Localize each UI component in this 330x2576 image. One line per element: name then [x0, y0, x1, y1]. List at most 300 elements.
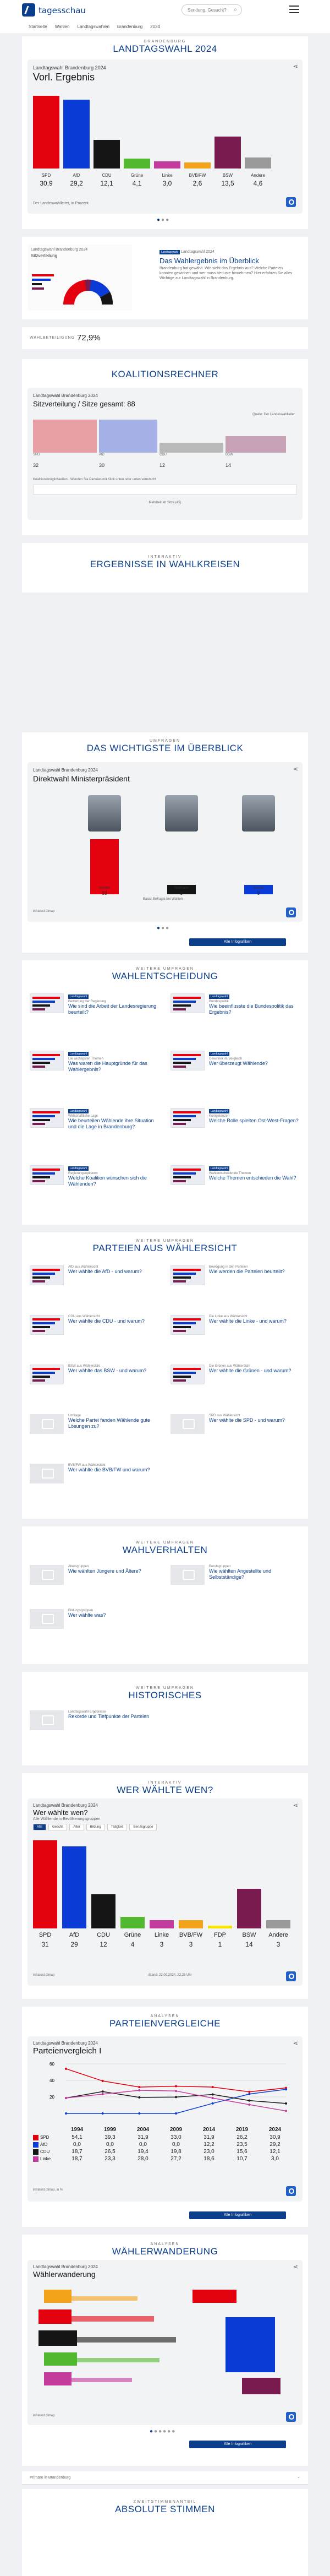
card-title[interactable]: Wer wählte die SPD - und warum? [209, 1417, 285, 1423]
who-value: 31 [41, 1941, 49, 1948]
table-cell: 39,3 [105, 2134, 116, 2140]
who-party-label: AfD [69, 1932, 80, 1938]
seat-count: 12 [160, 463, 166, 468]
who-date: Stand: 22.09.2024, 22:25 Uhr [148, 1974, 192, 1977]
absolute-title: ABSOLUTE STIMMEN [115, 2504, 215, 2514]
data-point[interactable] [285, 2088, 287, 2090]
table-cell: 27,2 [170, 2156, 182, 2162]
compare-kicker: ANALYSEN [150, 2014, 180, 2018]
story-card[interactable] [209, 1265, 302, 1275]
data-point[interactable] [212, 2086, 214, 2088]
seat-donut [28, 258, 132, 313]
seat-block-labels [33, 453, 292, 456]
who-bar[interactable] [62, 1846, 86, 1928]
image-placeholder-icon[interactable] [30, 1710, 64, 1730]
result-value: 13,5 [221, 180, 234, 187]
thumb-title: Landtagswahl Brandenburg 2024 [31, 248, 88, 252]
card-tag: Landtagswahl [68, 1109, 89, 1113]
coalition-source: Quelle: Der Landeswahlleiter [252, 413, 295, 416]
who-bar[interactable] [150, 1920, 174, 1928]
overview-text: Brandenburg hat gewählt. Wie sieht das Ergebnis aus? Welche Parteien konnten gewinnen und wer muss Verluste hinnehmen? Hier erfahren Sie alles Wichtige zur Landtagswahl in Brandenburg. [160, 267, 293, 280]
card-title[interactable]: Wie wählten Angestellte und Selbstständige? [209, 1568, 272, 1580]
turnout-label: WAHLBETEILIGUNG [30, 336, 75, 340]
table-cell: 10,7 [237, 2156, 248, 2162]
seat-block-spd[interactable] [33, 420, 97, 453]
table-cell: 18,6 [204, 2156, 215, 2162]
result-kicker: BRANDENBURG [144, 40, 186, 44]
data-point[interactable] [138, 2096, 140, 2099]
coalition-panel [28, 388, 302, 520]
absolute-section [22, 2489, 308, 2576]
card-title[interactable]: Wer wählte die Grünen - und warum? [209, 1368, 292, 1373]
compare-panel [28, 2036, 302, 2202]
seat-block-afd[interactable] [99, 420, 157, 453]
story-card[interactable] [68, 1051, 162, 1073]
series-line-afd[interactable] [66, 2089, 286, 2113]
result-value: 29,2 [70, 180, 83, 187]
card-kicker: Altersgruppen [68, 1565, 89, 1568]
story-card[interactable] [68, 1414, 162, 1430]
image-placeholder-icon[interactable] [170, 1565, 205, 1585]
result-bar[interactable] [245, 157, 271, 169]
story-card[interactable] [68, 993, 162, 1015]
who-bar[interactable] [179, 1920, 203, 1928]
data-point[interactable] [212, 2094, 214, 2096]
table-cell: 28,0 [138, 2156, 148, 2162]
footer-nav-label: Primäre in Brandenburg [30, 2476, 71, 2480]
who-value: 12 [100, 1941, 107, 1948]
result-title: LANDTAGSWAHL 2024 [113, 44, 217, 54]
card-title[interactable]: Wer wählte das BSW - und warum? [68, 1368, 147, 1373]
data-point[interactable] [65, 2097, 67, 2099]
image-placeholder-icon[interactable] [30, 1414, 64, 1434]
seat-count: 32 [33, 463, 39, 468]
overview-title[interactable]: Das Wahlergebnis im Überblick [160, 257, 259, 265]
party-swatch [33, 2135, 38, 2140]
story-card[interactable] [68, 1165, 162, 1187]
more-infographics-button[interactable]: Alle Infografiken [189, 2211, 286, 2219]
card-kicker: Die Grünen aus Wählersicht [209, 1365, 251, 1368]
party-name-label: CDU [40, 2149, 50, 2154]
seat-count: 14 [226, 463, 232, 468]
table-cell: 18,7 [72, 2149, 82, 2155]
who-party-label: BVB/FW [179, 1932, 203, 1938]
table-cell: 0,0 [172, 2142, 180, 2148]
y-tick-label: 20 [50, 2095, 54, 2100]
card-kicker: Die Linke aus Wählersicht [209, 1315, 248, 1318]
table-cell: 0,0 [73, 2142, 81, 2148]
key-kicker: UMFRAGEN [149, 739, 181, 743]
zoom-icon[interactable] [286, 1971, 296, 1981]
card-title[interactable]: Welche Koalition wünschen sich die Wählenden? [68, 1175, 147, 1187]
candidate-name: Woidke [99, 887, 110, 890]
card-thumbnail[interactable] [30, 1108, 64, 1128]
card-kicker: BVB/FW aus Wählersicht [68, 1464, 106, 1467]
card-thumbnail[interactable] [30, 1315, 64, 1335]
data-point[interactable] [175, 2096, 177, 2098]
data-point[interactable] [248, 2093, 250, 2095]
table-cell: 23,3 [105, 2156, 116, 2162]
card-thumbnail[interactable] [30, 1365, 64, 1384]
candidate-name: Redmann [174, 887, 189, 890]
card-kicker: SPD aus Wählersicht [209, 1414, 240, 1417]
result-bar[interactable] [154, 161, 180, 169]
panel-big-title: Sitzverteilung / Sitze gesamt: 88 [33, 400, 135, 408]
table-cell: 19,8 [170, 2149, 182, 2155]
panel-big-title: Parteienvergleich I [33, 2046, 102, 2056]
tab-alle[interactable]: Alle [33, 1824, 46, 1830]
result-bar[interactable] [94, 140, 120, 169]
data-point[interactable] [102, 2112, 104, 2115]
footer-nav[interactable] [22, 2471, 308, 2485]
card-thumbnail[interactable] [30, 1165, 64, 1185]
year-header: 2019 [235, 2127, 249, 2133]
card-kicker: Kompetenzen [209, 1115, 230, 1118]
zoom-icon[interactable] [286, 2412, 296, 2422]
image-placeholder-icon[interactable] [30, 1609, 64, 1629]
seat-count: 30 [99, 463, 105, 468]
table-cell: 31,9 [204, 2134, 215, 2140]
key-title: DAS WICHTIGSTE IM ÜBERBLICK [86, 743, 244, 753]
data-point[interactable] [175, 2112, 177, 2115]
card-thumbnail[interactable] [30, 1051, 64, 1070]
key-source: infratest dimap [33, 910, 55, 913]
share-icon[interactable]: ⋖ [293, 2264, 298, 2270]
who-kicker: INTERAKTIV [148, 1781, 182, 1785]
story-card[interactable] [209, 1315, 302, 1324]
result-bars [33, 86, 275, 196]
card-title[interactable]: Welche Rolle spielten Ost-West-Fragen? [209, 1118, 299, 1123]
candidate-photo [88, 795, 121, 832]
migration-panel [28, 2260, 302, 2425]
history-section [22, 1672, 308, 1765]
party-name-label: Linke [40, 2156, 51, 2161]
party-name [33, 2156, 61, 2162]
result-value: 2,6 [193, 180, 202, 187]
party-label: Grüne [130, 173, 144, 178]
story-card[interactable] [68, 1108, 162, 1130]
compare-footer: infratest dimap, in % [33, 2188, 63, 2192]
story-card[interactable] [209, 993, 302, 1015]
card-tag: Landtagswahl [209, 994, 229, 999]
share-icon[interactable]: ⋖ [293, 1802, 298, 1809]
data-point[interactable] [212, 2097, 214, 2099]
who-party-label: Andere [268, 1932, 288, 1938]
table-cell: 12,1 [270, 2149, 280, 2155]
card-thumbnail[interactable] [170, 1365, 205, 1384]
party-label: Andere [251, 173, 265, 178]
zoom-icon[interactable] [286, 907, 296, 917]
seat-party-label: SPD [33, 453, 40, 456]
data-point[interactable] [102, 2080, 104, 2082]
table-cell: 18,7 [72, 2156, 82, 2162]
tab-tätigkeit[interactable]: Tätigkeit [107, 1824, 128, 1830]
card-title[interactable]: Wer wählte die CDU - und warum? [68, 1318, 145, 1324]
tab-bildung[interactable]: Bildung [86, 1824, 105, 1830]
who-party-label: FDP [214, 1932, 226, 1938]
coalition-hint: Koalitionsmöglichkeiten - Wenden Sie Parteien mit Klick unten oder unten verrutscht [33, 478, 156, 481]
who-party-label: Linke [154, 1932, 169, 1938]
tab-alter[interactable]: Alter [69, 1824, 84, 1830]
majority-note: Mehrheit ab Sitze (45) [148, 501, 182, 504]
overview-card[interactable] [160, 249, 297, 281]
panel-title: Landtagswahl Brandenburg 2024 [33, 1803, 98, 1808]
migration-flow-chart [28, 2284, 302, 2411]
chevron-down-icon[interactable]: ⌄ [297, 2475, 300, 2479]
behaviour-title: WAHLVERHALTEN [122, 1545, 208, 1555]
story-card[interactable] [68, 1315, 162, 1324]
candidate-value: 53 [102, 891, 107, 896]
regions-title[interactable]: ERGEBNISSE IN WAHLKREISEN [90, 559, 240, 569]
table-cell: 31,9 [138, 2134, 148, 2140]
data-point[interactable] [102, 2093, 104, 2095]
seat-block-bsw[interactable] [226, 436, 286, 453]
image-placeholder-icon[interactable] [30, 1565, 64, 1585]
story-card[interactable] [209, 1108, 302, 1124]
data-point[interactable] [175, 2090, 177, 2092]
table-cell: 15,6 [237, 2149, 248, 2155]
compare-line-chart [28, 2058, 302, 2124]
card-title[interactable]: Wie sind die Arbeit der Landesregierung beurteilt? [68, 1003, 157, 1015]
card-kicker: Gewinner im Vergleich [209, 1057, 243, 1061]
who-value: 3 [276, 1941, 280, 1948]
brand-name[interactable]: tagesschau [38, 6, 86, 15]
migration-title: WÄHLERWANDERUNG [112, 2246, 218, 2257]
parties-section [22, 1232, 308, 1519]
story-card[interactable] [68, 1464, 162, 1473]
result-bar[interactable] [124, 159, 150, 169]
candidate-bar[interactable] [90, 839, 119, 894]
who-bar[interactable] [266, 1920, 290, 1928]
card-tag: Landtagswahl [68, 1166, 89, 1171]
image-placeholder-icon[interactable] [170, 1414, 205, 1434]
card-thumbnail[interactable] [170, 1165, 205, 1185]
party-swatch [33, 2142, 38, 2148]
zoom-icon[interactable] [286, 197, 296, 207]
result-bar[interactable] [215, 137, 241, 169]
story-card[interactable] [209, 1414, 302, 1423]
card-title[interactable]: Wer wählte die Linke - und warum? [209, 1318, 287, 1324]
image-placeholder-icon[interactable] [30, 1464, 64, 1483]
who-source: infratest dimap [33, 1974, 55, 1977]
parties-kicker: WEITERE UMFRAGEN [136, 1239, 194, 1243]
data-point[interactable] [138, 2089, 140, 2091]
who-party-label: CDU [97, 1932, 110, 1938]
data-point[interactable] [175, 2085, 177, 2088]
key-panel [28, 762, 302, 922]
card-kicker: Regierungsoptionen [68, 1172, 98, 1175]
story-card[interactable] [68, 1565, 162, 1574]
who-value: 3 [160, 1941, 164, 1948]
result-value: 3,0 [162, 180, 172, 187]
year-header: 2014 [202, 2127, 216, 2133]
table-cell: 33,0 [170, 2134, 182, 2140]
zoom-icon[interactable] [286, 2186, 296, 2196]
carousel-dots[interactable]: ●●● [157, 217, 170, 223]
card-title[interactable]: Welche Partei fanden Wählende gute Lösungen zu? [68, 1417, 150, 1429]
who-section [22, 1773, 308, 1999]
data-point[interactable] [102, 2090, 104, 2093]
card-kicker: Wirtschaftliche Lage [68, 1115, 98, 1118]
party-swatch [33, 2156, 38, 2162]
data-point[interactable] [212, 2102, 214, 2105]
breadcrumb-item[interactable]: 2024 [150, 24, 160, 29]
seat-block-cdu[interactable] [160, 443, 223, 453]
data-point[interactable] [248, 2100, 250, 2102]
story-card[interactable] [209, 1051, 302, 1067]
y-tick-label: 60 [50, 2062, 54, 2067]
card-title[interactable]: Was waren die Hauptgründe für das Wahlergebnis? [68, 1061, 147, 1072]
candidate-value: 9 [257, 891, 260, 896]
table-cell: 19,4 [138, 2149, 148, 2155]
carousel-dots[interactable]: ●●●●●● [150, 2428, 177, 2434]
card-tag: Landtagswahl [68, 994, 89, 999]
share-icon[interactable]: ⋖ [293, 63, 298, 70]
story-card[interactable] [68, 1365, 162, 1374]
behaviour-kicker: WEITERE UMFRAGEN [136, 1541, 194, 1545]
tab-geschl.[interactable]: Geschl. [48, 1824, 67, 1830]
card-title[interactable]: Wer wählte was? [68, 1612, 106, 1618]
result-footer: Der Landeswahlleiter, in Prozent [33, 202, 89, 205]
data-point[interactable] [285, 2102, 287, 2105]
card-title[interactable]: Wie wählten Jüngere und Ältere? [68, 1568, 141, 1574]
card-title[interactable]: Welche Themen entschieden die Wahl? [209, 1175, 296, 1181]
breadcrumb-item[interactable]: Brandenburg [117, 24, 143, 29]
who-bar[interactable] [120, 1917, 145, 1928]
card-kicker: Berufsgruppen [209, 1565, 231, 1568]
key-note: Basis: Befragte bei Wahlen [143, 898, 183, 901]
story-card[interactable] [68, 1609, 162, 1618]
who-bar[interactable] [33, 1840, 57, 1928]
party-label: AfD [73, 173, 80, 178]
result-value: 4,1 [132, 180, 142, 187]
card-thumbnail[interactable] [170, 1265, 205, 1285]
breadcrumb-item[interactable]: Landtagswahlen [77, 24, 109, 29]
result-bar[interactable] [33, 96, 59, 169]
data-point[interactable] [138, 2086, 140, 2088]
data-point[interactable] [65, 2112, 67, 2115]
data-point[interactable] [285, 2110, 287, 2112]
who-bar[interactable] [208, 1926, 232, 1928]
seat-party-label: BSW [226, 453, 233, 456]
party-name [33, 2149, 61, 2155]
panel-big-title: Vorl. Ergebnis [33, 72, 95, 83]
card-title[interactable]: Rekorde und Tiefpunkte der Parteien [68, 1714, 150, 1719]
year-header: 2004 [136, 2127, 150, 2133]
tab-berufsgruppe[interactable]: Berufsgruppe [129, 1824, 157, 1830]
who-tabs [33, 1824, 157, 1830]
party-label: Linke [162, 173, 173, 178]
party-label: CDU [102, 173, 112, 178]
party-name [33, 2135, 61, 2140]
who-bar[interactable] [237, 1889, 261, 1928]
data-point[interactable] [138, 2112, 140, 2115]
more-infographics-button[interactable]: Alle Infografiken [189, 938, 286, 946]
card-thumbnail[interactable] [30, 993, 64, 1013]
regions-section[interactable] [22, 543, 308, 593]
compare-table [33, 2127, 292, 2163]
card-tag: Landtagswahl [209, 1052, 229, 1056]
carousel-dots[interactable]: ●●● [157, 925, 170, 931]
table-row [33, 2149, 292, 2155]
data-point[interactable] [248, 2104, 250, 2106]
breadcrumb-item[interactable]: Wahlen [54, 24, 70, 29]
seat-thumbnail[interactable] [28, 244, 132, 311]
seat-blocks [33, 420, 297, 458]
who-value: 29 [70, 1941, 78, 1948]
seat-party-label: AfD [99, 453, 105, 456]
seat-counts [33, 463, 297, 468]
coalition-section [22, 359, 308, 535]
search-input[interactable]: Sendung, Gesucht? ⌕ [182, 4, 242, 15]
who-value: 4 [130, 1941, 135, 1948]
party-name-label: SPD [40, 2135, 50, 2140]
card-kicker: Bewertung der Regierung [68, 1000, 106, 1003]
card-title[interactable]: Wie beeinflusste die Bundespolitik das Ergebnis? [209, 1003, 294, 1015]
story-card[interactable] [209, 1365, 302, 1374]
card-thumbnail[interactable] [30, 1265, 64, 1285]
menu-icon[interactable] [289, 6, 299, 13]
card-title[interactable]: Wer wählte die BVB/FW und warum? [68, 1467, 150, 1472]
who-bar[interactable] [91, 1894, 116, 1928]
migration-kicker: ANALYSEN [150, 2242, 180, 2246]
share-icon[interactable]: ⋖ [293, 766, 298, 773]
who-party-label: SPD [38, 1932, 52, 1938]
data-point[interactable] [65, 2068, 67, 2070]
story-card[interactable] [209, 1165, 302, 1181]
panel-title: Landtagswahl Brandenburg 2024 [33, 65, 106, 70]
y-tick-label: 40 [50, 2078, 54, 2083]
breadcrumb-item[interactable]: Startseite [29, 24, 47, 29]
table-cell: 26,2 [237, 2134, 248, 2140]
card-thumbnail[interactable] [170, 1315, 205, 1335]
card-tag: Landtagswahl [209, 1109, 229, 1113]
card-title[interactable]: Wie werden die Parteien beurteilt? [209, 1269, 285, 1274]
result-bar[interactable] [184, 162, 211, 169]
card-kicker: CDU aus Wählersicht [68, 1315, 100, 1318]
card-kicker: Bildungsgruppen [68, 1609, 94, 1612]
parties-title: PARTEIEN AUS WÄHLERSICHT [92, 1243, 238, 1253]
table-row [33, 2156, 292, 2162]
data-point[interactable] [248, 2091, 250, 2093]
story-card[interactable] [68, 1265, 162, 1275]
tagesschau-logo-icon[interactable] [22, 3, 35, 17]
decision-kicker: WEITERE UMFRAGEN [136, 967, 194, 971]
year-header: 2024 [268, 2127, 282, 2133]
result-bar[interactable] [63, 100, 90, 169]
decision-title: WAHLENTSCHEIDUNG [112, 971, 218, 981]
card-title[interactable]: Wer überzeugt Wählende? [209, 1061, 268, 1066]
decision-section [22, 960, 308, 1225]
card-title[interactable]: Wie beurteilen Wählende ihre Situation und die Lage in Brandenburg? [68, 1118, 154, 1129]
card-thumbnail[interactable] [170, 993, 205, 1013]
compare-section [22, 2007, 308, 2227]
story-card[interactable] [209, 1565, 302, 1580]
more-infographics-button[interactable]: Alle Infografiken [189, 2441, 286, 2448]
card-thumbnail[interactable] [170, 1051, 205, 1070]
table-cell: 29,2 [270, 2142, 280, 2148]
turnout-section [22, 327, 308, 349]
story-card[interactable] [68, 1710, 162, 1720]
party-label: BVB/FW [189, 173, 206, 178]
card-title[interactable]: Wer wählte die AfD - und warum? [68, 1269, 142, 1274]
panel-title: Landtagswahl Brandenburg 2024 [33, 2041, 98, 2046]
coalition-bar[interactable] [33, 485, 297, 494]
card-thumbnail[interactable] [170, 1108, 205, 1128]
site-header [0, 0, 330, 34]
result-section [22, 36, 308, 229]
share-icon[interactable]: ⋖ [293, 2040, 298, 2047]
